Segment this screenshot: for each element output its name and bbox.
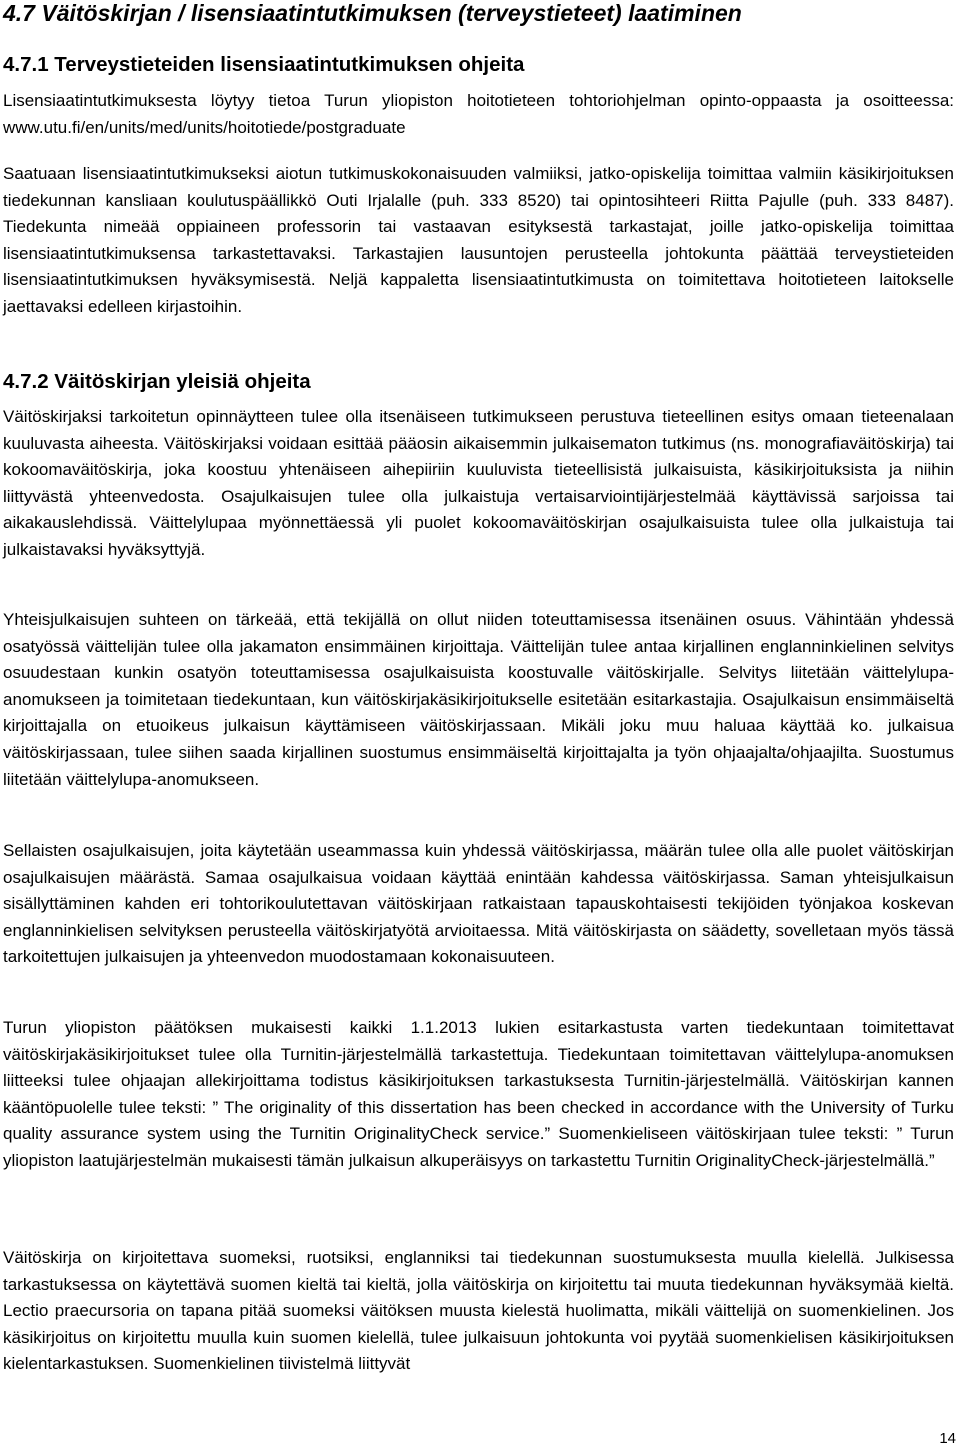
section-title-licentiate: 4.7.1 Terveystieteiden lisensiaatintutkimuksen ohjeita <box>3 53 525 76</box>
paragraph-dissertation-general: Väitöskirjaksi tarkoitetun opinnäytteen tulee olla itsenäiseen tutkimukseen perustuva tieteellinen esitys omaan tieteenalaan kuuluvasta aiheesta. Väitöskirjaksi voidaan esittää pääosin aikaisemmin julkaisematon tutkimus (ns. monografiaväitöskirja) tai kokoomaväitöskirja, joka koostuu yhtenäiseen aihepiiriin kuuluvista tieteellisistä julkaisuista, käsikirjoituksista ja niihin liittyvästä yhteenvedosta. Osajulkaisujen tulee olla julkaistuja vertaisarviointijärjestelmää käyttävissä sarjoissa tai aikakauslehdissä. Väittelylupaa myönnettäessä yli puolet kokoomaväitöskirjan osajulkaisuista tulee olla julkaistuja tai julkaistavaksi hyväksyttyjä. <box>3 407 954 559</box>
section-title-dissertation: 4.7.2 Väitöskirjan yleisiä ohjeita <box>3 370 311 393</box>
page-number: 14 <box>939 1430 956 1447</box>
paragraph-licentiate-submission: Saatuaan lisensiaatintutkimukseksi aiotun tutkimuskokonaisuuden valmiiksi, jatko-opiskelija toimittaa valmiin käsikirjoituksen tiedekunnan kansliaan koulutuspäällikkö Outi Irjalalle (puh. 333 8520) tai opintosihteeri Riitta Pajulle (puh. 333 8487). Tiedekunta nimeää oppiaineen professorin tai vastaavan esityksestä tarkastajat, joille jatko-opiskelija toimittaa lisensiaatintutkimuksensa tarkastettavaksi. Tarkastajien lausuntojen perusteella johtokunta päättää terveystieteiden lisensiaatintutkimuksen hyväksymisestä. Neljä kappaletta lisensiaatintutkimusta on toimitettava hoitotieteen laitokselle jaettavaksi edelleen kirjastoihin. <box>3 164 954 316</box>
paragraph-shared-publications: Sellaisten osajulkaisujen, joita käytetään useammassa kuin yhdessä väitöskirjassa, määrän tulee olla alle puolet väitöskirjan osajulkaisujen määrästä. Samaa osajulkaisua voidaan käyttää enintään kahdessa väitöskirjassa. Saman yhteisjulkaisun sisällyttäminen kahden eri tohtorikoulutettavan väitöskirjaan ratkaistaan tapauskohtaisesti tekijöiden työnjakoa koskevan englanninkielisen selvityksen perusteella väitöskirjatyötä arvioitaessa. Mitä väitöskirjasta on säädetty, sovelletaan myös tässä tarkoitettujen julkaisujen ja yhteenvedon muodostamaan kokonaisuuteen. <box>3 841 954 967</box>
paragraph-language: Väitöskirja on kirjoitettava suomeksi, ruotsiksi, englanniksi tai tiedekunnan suostumuksesta muulla kielellä. Julkisessa tarkastuksessa on käytettävä suomen kieltä tai kieltä, jolla väitöskirja on kirjoitettu tai muuta tiedekunnan hyväksymää kieltä. Lectio praecursoria on tapana pitää suomeksi väitöksen muusta kielestä huolimatta, mikäli väittelijä on suomenkielinen. Jos käsikirjoitus on kirjoitettu muulla kuin suomen kielellä, tulee julkaisuun johtokunta voi pyytää suomenkielisen käsikirjoituksen kielentarkastuksen. Suomenkielinen tiivistelmä liittyvät <box>3 1248 954 1374</box>
paragraph-turnitin: Turun yliopiston päätöksen mukaisesti kaikki 1.1.2013 lukien esitarkastusta varten tiedekuntaan toimitettavat väitöskirjakäsikirjoitukset tulee olla Turnitin-järjestelmällä tarkastettuja. Tiedekuntaan toimitettavan väittelylupa-anomuksen liitteeksi tulee ohjaajan allekirjoittama todistus käsikirjoituksen tarkastuksesta Turnitin-järjestelmällä. Väitöskirjan kannen kääntöpuolelle tulee teksti: ” The originality of this dissertation has been checked in accordance with the University of Turku quality assurance system using the Turnitin OriginalityCheck service.” Suomenkieliseen väitöskirjaan tulee teksti: ” Turun yliopiston laatujärjestelmän mukaisesti tämän julkaisun alkuperäisyys on tarkastettu Turnitin OriginalityCheck-järjestelmällä.” <box>3 1018 954 1170</box>
page-heading: 4.7 Väitöskirjan / lisensiaatintutkimuksen (terveystieteet) laatiminen <box>3 0 742 26</box>
paragraph-joint-publications: Yhteisjulkaisujen suhteen on tärkeää, että tekijällä on ollut niiden toteuttamisessa itsenäinen osuus. Vähintään yhdessä osatyössä väittelijän tulee olla jakamaton ensimmäinen kirjoittaja. Väittelijän tulee antaa kirjallinen englanninkielinen selvitys osuudestaan kunkin osatyön toteuttamisessa osajulkaisuista koostuvalle väitöskirjalle. Selvitys liitetään väittelylupa-anomukseen ja toimitetaan tiedekuntaan, kun väitöskirjakäsikirjoitukselle esitetään esitarkastajia. Osajulkaisun ensimmäiseltä kirjoittajalla on etuoikeus julkaisun käyttämiseen väitöskirjassaan. Mikäli joku muu haluaa käyttää ko. julkaisua väitöskirjassaan, tulee siihen saada kirjallinen suostumus ensimmäiseltä kirjoittajalta ja työn ohjaajalta/ohjaajilta. Suostumus liitetään väittelylupa-anomukseen. <box>3 610 954 789</box>
paragraph-licentiate-info: Lisensiaatintutkimuksesta löytyy tietoa Turun yliopiston hoitotieteen tohtoriohjelman opinto-oppaasta ja osoitteessa: www.utu.fi/en/units/med/units/hoitotiede/postgraduate <box>3 91 954 137</box>
